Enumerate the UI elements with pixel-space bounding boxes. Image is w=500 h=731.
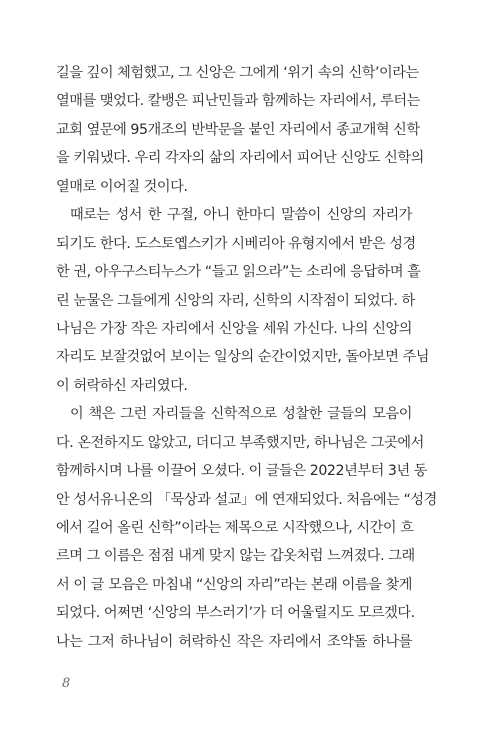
text-line: 안 성서유니온의 「묵상과 설교」에 연재되었다. 처음에는 “성경 bbox=[56, 491, 437, 508]
text-line: 서 이 글 모음은 마침내 “신앙의 자리”라는 본래 이름을 찾게 bbox=[56, 576, 412, 593]
text-line: 나는 그저 하나님이 허락하신 작은 자리에서 조약돌 하나를 bbox=[56, 633, 412, 650]
text-line: 길을 깊이 체험했고, 그 신앙은 그에게 ‘위기 속의 신학’이라는 bbox=[56, 65, 419, 81]
text-line: 에서 길어 올린 신학”이라는 제목으로 시작했으나, 시간이 흐 bbox=[56, 520, 414, 536]
text-line: 때로는 성서 한 구절, 아니 한마디 말씀이 신앙의 자리가 bbox=[70, 207, 412, 224]
text-line: 열매로 이어질 것이다. bbox=[56, 178, 188, 195]
text-line: 되기도 한다. 도스토옙스키가 시베리아 유형지에서 받은 성경 bbox=[56, 235, 416, 252]
text-line: 되었다. 어쩌면 ‘신앙의 부스러기’가 더 어울릴지도 모르겠다. bbox=[56, 605, 415, 622]
text-line: 나님은 가장 작은 자리에서 신앙을 세워 가신다. 나의 신앙의 bbox=[56, 320, 412, 337]
body-text bbox=[56, 59, 437, 656]
text-line: 이 책은 그런 자리들을 신학적으로 성찰한 글들의 모음이 bbox=[70, 406, 412, 423]
text-line: 르며 그 이름은 점점 내게 맞지 않는 갑옷처럼 느껴졌다. 그래 bbox=[56, 548, 415, 565]
text-line: 자리도 보잘것없어 보이는 일상의 순간이었지만, 돌아보면 주님 bbox=[56, 349, 430, 366]
text-line: 열매를 맺었다. 칼뱅은 피난민들과 함께하는 자리에서, 루터는 bbox=[56, 93, 420, 110]
text-line: 교회 옆문에 95개조의 반박문을 붙인 자리에서 종교개혁 신학 bbox=[56, 121, 420, 138]
text-line: 이 허락하신 자리였다. bbox=[56, 377, 188, 394]
text-line: 함께하시며 나를 이끌어 오셨다. 이 글들은 2022년부터 3년 동 bbox=[56, 463, 428, 480]
text-line: 다. 온전하지도 않았고, 더디고 부족했지만, 하나님은 그곳에서 bbox=[56, 434, 424, 451]
text-line: 린 눈물은 그들에게 신앙의 자리, 신학의 시작점이 되었다. 하 bbox=[56, 292, 415, 309]
text-line: 을 키워냈다. 우리 각자의 삶의 자리에서 피어난 신앙도 신학의 bbox=[56, 150, 424, 167]
page-number: 8 bbox=[62, 676, 71, 691]
text-line: 한 권, 아우구스티누스가 “들고 읽으라”는 소리에 응답하며 흘 bbox=[56, 264, 421, 281]
